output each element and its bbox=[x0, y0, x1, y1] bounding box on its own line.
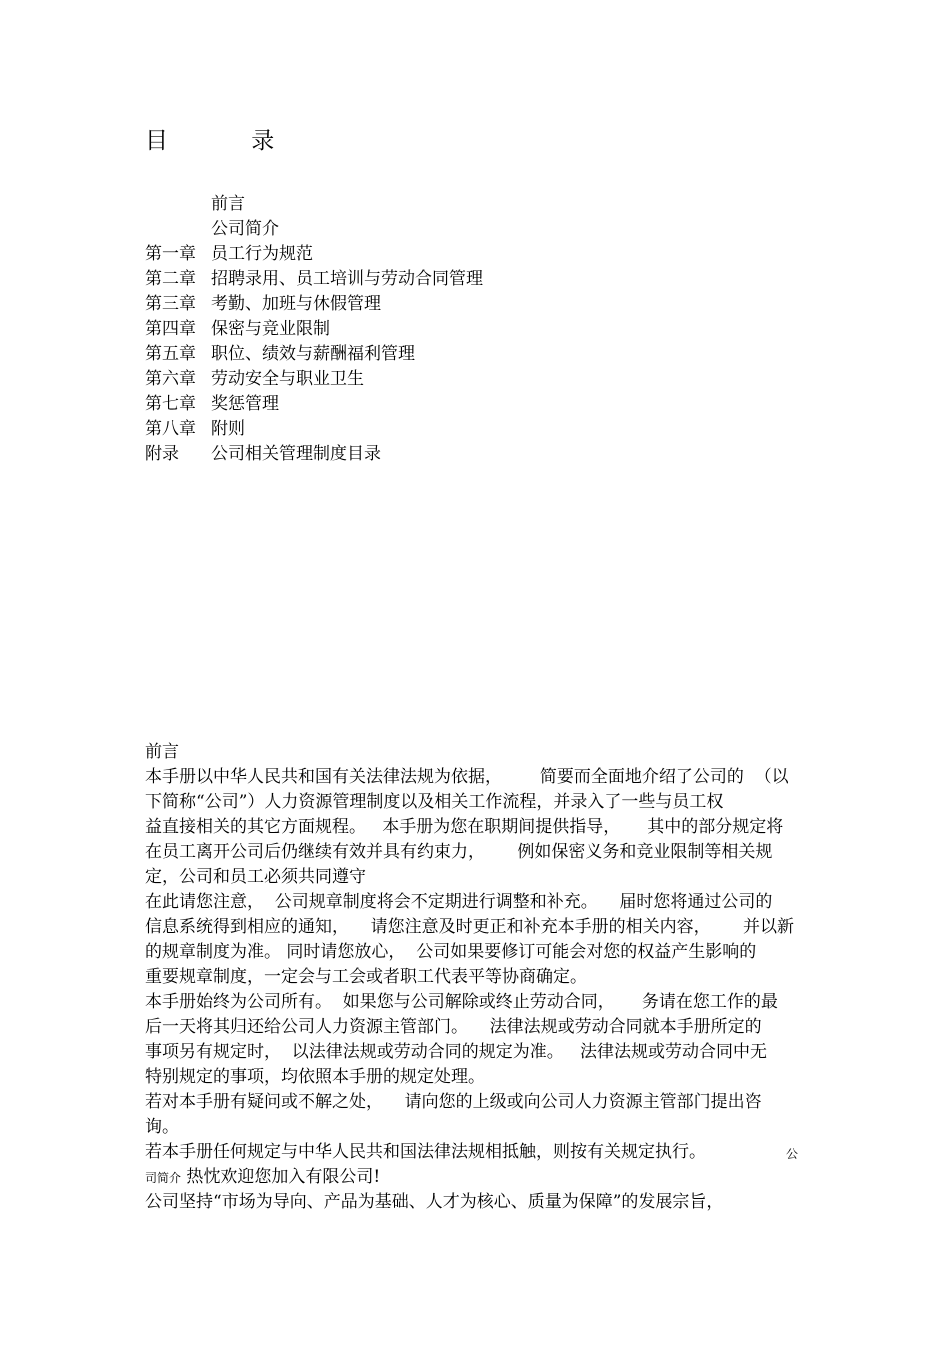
toc-item-label: 奖惩管理 bbox=[211, 394, 279, 414]
toc-item-number: 第七章 bbox=[145, 394, 196, 414]
preface-line: 后一天将其归还给公司人力资源主管部门。 法律法规或劳动合同就本手册所定的 bbox=[145, 1017, 762, 1037]
preface-line: 重要规章制度，一定会与工会或者职工代表平等协商确定。 bbox=[145, 967, 587, 987]
preface-line: 本手册以中华人民共和国有关法律法规为依据， 简要而全面地介绍了公司的 （以 bbox=[145, 767, 789, 787]
toc-item[interactable] bbox=[145, 317, 483, 342]
toc-item[interactable] bbox=[145, 442, 483, 467]
toc-item-number: 第一章 bbox=[145, 244, 196, 264]
preface-line: 定，公司和员工必须共同遵守 bbox=[145, 867, 366, 887]
toc-title: 目 录 bbox=[145, 128, 313, 154]
preface-heading: 前言 bbox=[145, 742, 179, 762]
preface-line: 在此请您注意， 公司规章制度将会不定期进行调整和补充。 届时您将通过公司的 bbox=[145, 892, 773, 912]
toc-item-label: 劳动安全与职业卫生 bbox=[211, 369, 364, 389]
toc-item-label: 前言 bbox=[211, 194, 245, 214]
toc-item[interactable] bbox=[145, 267, 483, 292]
toc-item[interactable] bbox=[145, 292, 483, 317]
toc-item-label: 员工行为规范 bbox=[211, 244, 313, 264]
preface-line: 若对本手册有疑问或不解之处， 请向您的上级或向公司人力资源主管部门提出咨 bbox=[145, 1092, 762, 1112]
preface-line: 询。 bbox=[145, 1117, 179, 1137]
toc-item-label: 考勤、加班与休假管理 bbox=[211, 294, 381, 314]
preface-line: 下简称“公司”）人力资源管理制度以及相关工作流程，并录入了一些与员工权 bbox=[145, 792, 724, 812]
preface-line: 信息系统得到相应的通知， 请您注意及时更正和补充本手册的相关内容， 并以新 bbox=[145, 917, 795, 937]
preface-line: 若本手册任何规定与中华人民共和国法律法规相抵触，则按有关规定执行。 bbox=[145, 1142, 706, 1162]
preface-line: 本手册始终为公司所有。 如果您与公司解除或终止劳动合同， 务请在您工作的最 bbox=[145, 992, 778, 1012]
toc-item-number: 第二章 bbox=[145, 269, 196, 289]
toc-item-number: 第三章 bbox=[145, 294, 196, 314]
toc-item[interactable] bbox=[145, 242, 483, 267]
toc-item-label: 公司简介 bbox=[211, 219, 279, 239]
toc-item[interactable] bbox=[145, 367, 483, 392]
preface-line: 事项另有规定时， 以法律法规或劳动合同的规定为准。 法律法规或劳动合同中无 bbox=[145, 1042, 768, 1062]
toc-item-number: 第五章 bbox=[145, 344, 196, 364]
intro-line: 公司坚持“市场为导向、产品为基础、人才为核心、质量为保障”的发展宗旨， bbox=[145, 1192, 724, 1212]
toc-list bbox=[145, 192, 483, 467]
toc-item[interactable] bbox=[145, 217, 483, 242]
toc-item[interactable] bbox=[145, 342, 483, 367]
toc-item-label: 职位、绩效与薪酬福利管理 bbox=[211, 344, 415, 364]
toc-item-number: 附录 bbox=[145, 444, 179, 464]
section-label-fragment: 司简介 bbox=[145, 1171, 182, 1185]
preface-line: 益直接相关的其它方面规程。 本手册为您在职期间提供指导， 其中的部分规定将 bbox=[145, 817, 784, 837]
toc-item[interactable] bbox=[145, 392, 483, 417]
section-label-fragment: 公 bbox=[786, 1147, 799, 1161]
preface-line: 的规章制度为准。 同时请您放心， 公司如果要修订可能会对您的权益产生影响的 bbox=[145, 942, 757, 962]
toc-item-label: 附则 bbox=[211, 419, 245, 439]
intro-welcome-line bbox=[145, 1165, 380, 1191]
toc-item-label: 公司相关管理制度目录 bbox=[211, 444, 381, 464]
toc-item-number: 第六章 bbox=[145, 369, 196, 389]
toc-item-label: 招聘录用、员工培训与劳动合同管理 bbox=[211, 269, 483, 289]
toc-item[interactable] bbox=[145, 417, 483, 442]
toc-item-number: 第八章 bbox=[145, 419, 196, 439]
preface-line: 在员工离开公司后仍继续有效并具有约束力， 例如保密义务和竞业限制等相关规 bbox=[145, 842, 773, 862]
toc-item-number: 第四章 bbox=[145, 319, 196, 339]
toc-item[interactable] bbox=[145, 192, 483, 217]
preface-line: 特别规定的事项，均依照本手册的规定处理。 bbox=[145, 1067, 485, 1087]
welcome-text: 热忱欢迎您加入有限公司! bbox=[181, 1167, 381, 1187]
toc-item-label: 保密与竞业限制 bbox=[211, 319, 330, 339]
